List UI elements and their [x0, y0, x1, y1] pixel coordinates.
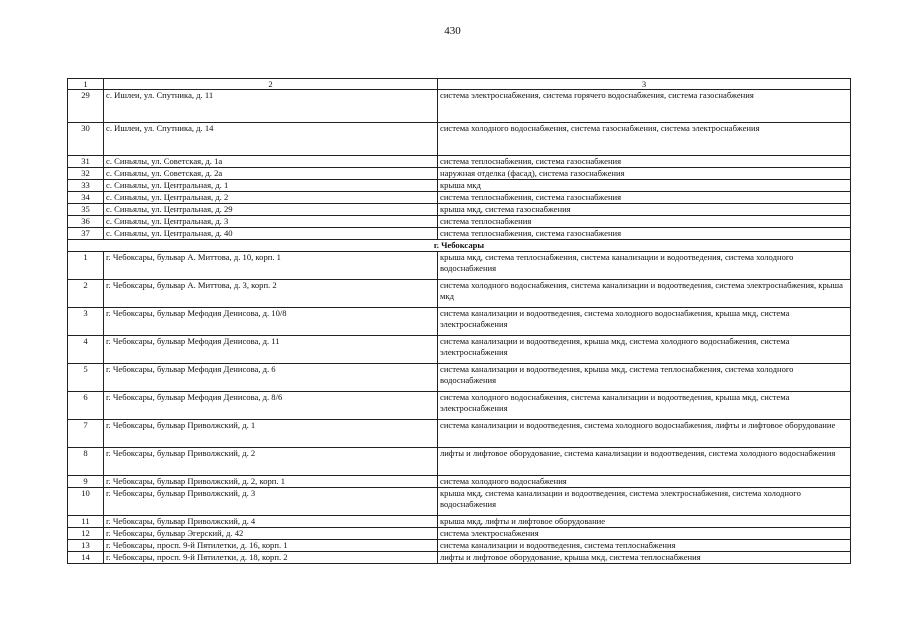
table-row: [68, 204, 851, 216]
row-number: 32: [68, 168, 104, 180]
row-address: с. Синьялы, ул. Советская, д. 2а: [104, 168, 438, 180]
table-row: [68, 540, 851, 552]
row-address: г. Чебоксары, бульвар Мефодия Денисова, д. 11: [104, 336, 438, 364]
row-address: г. Чебоксары, бульвар А. Миттова, д. 10, корп. 1: [104, 252, 438, 280]
row-address: с. Синьялы, ул. Центральная, д. 29: [104, 204, 438, 216]
column-header-systems: 3: [438, 79, 851, 90]
table-body: [68, 79, 851, 564]
table-row: [68, 156, 851, 168]
table-row: [68, 364, 851, 392]
row-address: с. Ишлеи, ул. Спутника, д. 11: [104, 90, 438, 123]
row-systems: крыша мкд, лифты и лифтовое оборудование: [438, 516, 851, 528]
table-row: [68, 476, 851, 488]
row-number: 36: [68, 216, 104, 228]
row-number: 3: [68, 308, 104, 336]
row-address: г. Чебоксары, бульвар Мефодия Денисова, д. 10/8: [104, 308, 438, 336]
row-systems: система теплоснабжения: [438, 216, 851, 228]
row-number: 31: [68, 156, 104, 168]
table-row: [68, 528, 851, 540]
row-address: с. Синьялы, ул. Центральная, д. 3: [104, 216, 438, 228]
row-number: 14: [68, 552, 104, 564]
row-systems: система холодного водоснабжения, система канализации и водоотведения, крыша мкд, система электроснабжения: [438, 392, 851, 420]
row-systems: система холодного водоснабжения, система канализации и водоотведения, система электроснабжения, крыша мкд: [438, 280, 851, 308]
row-number: 34: [68, 192, 104, 204]
row-systems: система электроснабжения: [438, 528, 851, 540]
row-systems: крыша мкд, система газоснабжения: [438, 204, 851, 216]
row-number: 29: [68, 90, 104, 123]
row-number: 9: [68, 476, 104, 488]
row-systems: система канализации и водоотведения, система холодного водоснабжения, лифты и лифтовое оборудование: [438, 420, 851, 448]
row-systems: наружная отделка (фасад), система газоснабжения: [438, 168, 851, 180]
table-row: [68, 552, 851, 564]
row-address: с. Синьялы, ул. Советская, д. 1а: [104, 156, 438, 168]
row-number: 6: [68, 392, 104, 420]
row-systems: система холодного водоснабжения: [438, 476, 851, 488]
row-address: г. Чебоксары, бульвар Приволжский, д. 3: [104, 488, 438, 516]
section-header-row: [68, 240, 851, 252]
table-row: [68, 420, 851, 448]
table-row: [68, 168, 851, 180]
row-number: 35: [68, 204, 104, 216]
row-systems: система канализации и водоотведения, система теплоснабжения: [438, 540, 851, 552]
column-number-row: [68, 79, 851, 90]
row-systems: крыша мкд, система теплоснабжения, система канализации и водоотведения, система холодного водоснабжения: [438, 252, 851, 280]
row-systems: система холодного водоснабжения, система газоснабжения, система электроснабжения: [438, 123, 851, 156]
row-systems: крыша мкд, система канализации и водоотведения, система электроснабжения, система холодного водоснабжения: [438, 488, 851, 516]
row-number: 11: [68, 516, 104, 528]
table-row: [68, 516, 851, 528]
repair-schedule-table: [67, 78, 851, 564]
table-row: [68, 90, 851, 123]
table-row: [68, 448, 851, 476]
table-row: [68, 228, 851, 240]
row-number: 13: [68, 540, 104, 552]
section-title: г. Чебоксары: [68, 240, 851, 252]
row-number: 12: [68, 528, 104, 540]
row-address: г. Чебоксары, просп. 9-й Пятилетки, д. 18, корп. 2: [104, 552, 438, 564]
row-address: г. Чебоксары, просп. 9-й Пятилетки, д. 16, корп. 1: [104, 540, 438, 552]
table-row: [68, 308, 851, 336]
row-address: с. Синьялы, ул. Центральная, д. 2: [104, 192, 438, 204]
row-number: 37: [68, 228, 104, 240]
row-number: 7: [68, 420, 104, 448]
table-row: [68, 392, 851, 420]
page-number: 430: [444, 25, 461, 37]
row-address: г. Чебоксары, бульвар Приволжский, д. 2, корп. 1: [104, 476, 438, 488]
row-address: г. Чебоксары, бульвар Эгерский, д. 42: [104, 528, 438, 540]
row-address: г. Чебоксары, бульвар Приволжский, д. 4: [104, 516, 438, 528]
row-systems: система канализации и водоотведения, крыша мкд, система холодного водоснабжения, система электроснабжения: [438, 336, 851, 364]
row-systems: система канализации и водоотведения, крыша мкд, система теплоснабжения, система холодного водоснабжения: [438, 364, 851, 392]
row-systems: система электроснабжения, система горячего водоснабжения, система газоснабжения: [438, 90, 851, 123]
row-systems: система теплоснабжения, система газоснабжения: [438, 192, 851, 204]
row-address: г. Чебоксары, бульвар Приволжский, д. 1: [104, 420, 438, 448]
row-number: 10: [68, 488, 104, 516]
row-systems: система теплоснабжения, система газоснабжения: [438, 228, 851, 240]
row-number: 8: [68, 448, 104, 476]
column-header-number: 1: [68, 79, 104, 90]
row-address: с. Синьялы, ул. Центральная, д. 1: [104, 180, 438, 192]
row-address: с. Синьялы, ул. Центральная, д. 40: [104, 228, 438, 240]
row-address: г. Чебоксары, бульвар Мефодия Денисова, д. 6: [104, 364, 438, 392]
row-number: 4: [68, 336, 104, 364]
row-number: 2: [68, 280, 104, 308]
row-systems: лифты и лифтовое оборудование, крыша мкд, система теплоснабжения: [438, 552, 851, 564]
row-address: с. Ишлеи, ул. Спутника, д. 14: [104, 123, 438, 156]
row-number: 33: [68, 180, 104, 192]
row-systems: система теплоснабжения, система газоснабжения: [438, 156, 851, 168]
row-address: г. Чебоксары, бульвар А. Миттова, д. 3, корп. 2: [104, 280, 438, 308]
row-systems: лифты и лифтовое оборудование, система канализации и водоотведения, система холодного водоснабжения: [438, 448, 851, 476]
row-number: 5: [68, 364, 104, 392]
column-header-address: 2: [104, 79, 438, 90]
table-row: [68, 180, 851, 192]
table-row: [68, 216, 851, 228]
row-number: 1: [68, 252, 104, 280]
table-row: [68, 192, 851, 204]
table-row: [68, 280, 851, 308]
row-systems: система канализации и водоотведения, система холодного водоснабжения, крыша мкд, система электроснабжения: [438, 308, 851, 336]
table-row: [68, 488, 851, 516]
row-address: г. Чебоксары, бульвар Приволжский, д. 2: [104, 448, 438, 476]
table-row: [68, 336, 851, 364]
table-row: [68, 123, 851, 156]
row-number: 30: [68, 123, 104, 156]
row-systems: крыша мкд: [438, 180, 851, 192]
row-address: г. Чебоксары, бульвар Мефодия Денисова, д. 8/6: [104, 392, 438, 420]
table-row: [68, 252, 851, 280]
